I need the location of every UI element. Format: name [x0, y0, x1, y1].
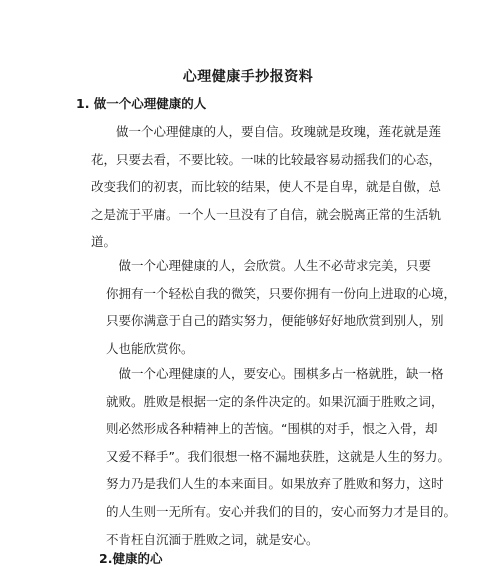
- paragraph-line: 做一个心理健康的人，会欣赏。人生不必苛求完美，只要: [106, 258, 432, 273]
- paragraph-line: 不肯枉自沉湎于胜败之词，就是安心。: [106, 531, 319, 547]
- paragraph-line: 之是流于平庸。一个人一旦没有了自信，就会脱离正常的生活轨: [91, 206, 442, 222]
- paragraph-line: 就败。胜败是根据一定的条件决定的。如果沉湎于胜败之词，: [106, 393, 444, 409]
- paragraph-line: 又爱不释手”。我们很想一格不漏地获胜，这就是人生的努力。: [106, 448, 450, 464]
- paragraph-line: 道。: [91, 234, 117, 250]
- paragraph-line: 的人生则一无所有。安心并我们的目的，安心而努力才是目的。: [106, 503, 457, 519]
- paragraph-line: 做一个心理健康的人，要安心。围棋多占一格就胜，缺一格: [106, 366, 444, 381]
- section-heading-1: 1. 做一个心理健康的人: [76, 96, 207, 111]
- document-title: 心理健康手抄报资料: [182, 69, 314, 85]
- paragraph-line: 做一个心理健康的人，要自信。玫瑰就是玫瑰，莲花就是莲: [91, 124, 442, 139]
- paragraph-line: 则必然形成各种精神上的苦恼。“围棋的对手，恨之入骨，却: [106, 421, 438, 437]
- paragraph-line: 花，只要去看，不要比较。一味的比较最容易动摇我们的心态，: [91, 151, 442, 167]
- paragraph-appreciation: [106, 252, 456, 362]
- paragraph-peace-of-mind: [106, 360, 456, 553]
- paragraph-line: 努力乃是我们人生的本来面目。如果放弃了胜败和努力，这时: [106, 476, 444, 492]
- paragraph-line: 人也能欣赏你。: [106, 340, 194, 356]
- section-heading-2: 2.健康的心: [99, 551, 163, 566]
- paragraph-line: 改变我们的初衷，而比较的结果，使人不是自卑，就是自傲，总: [91, 179, 442, 195]
- paragraph-confidence: [91, 118, 441, 256]
- paragraph-line: 只要你满意于自己的踏实努力，便能够好好地欣赏到别人，别: [106, 313, 444, 329]
- paragraph-line: 你拥有一个轻松自我的微笑，只要你拥有一份向上进取的心境，: [106, 285, 457, 301]
